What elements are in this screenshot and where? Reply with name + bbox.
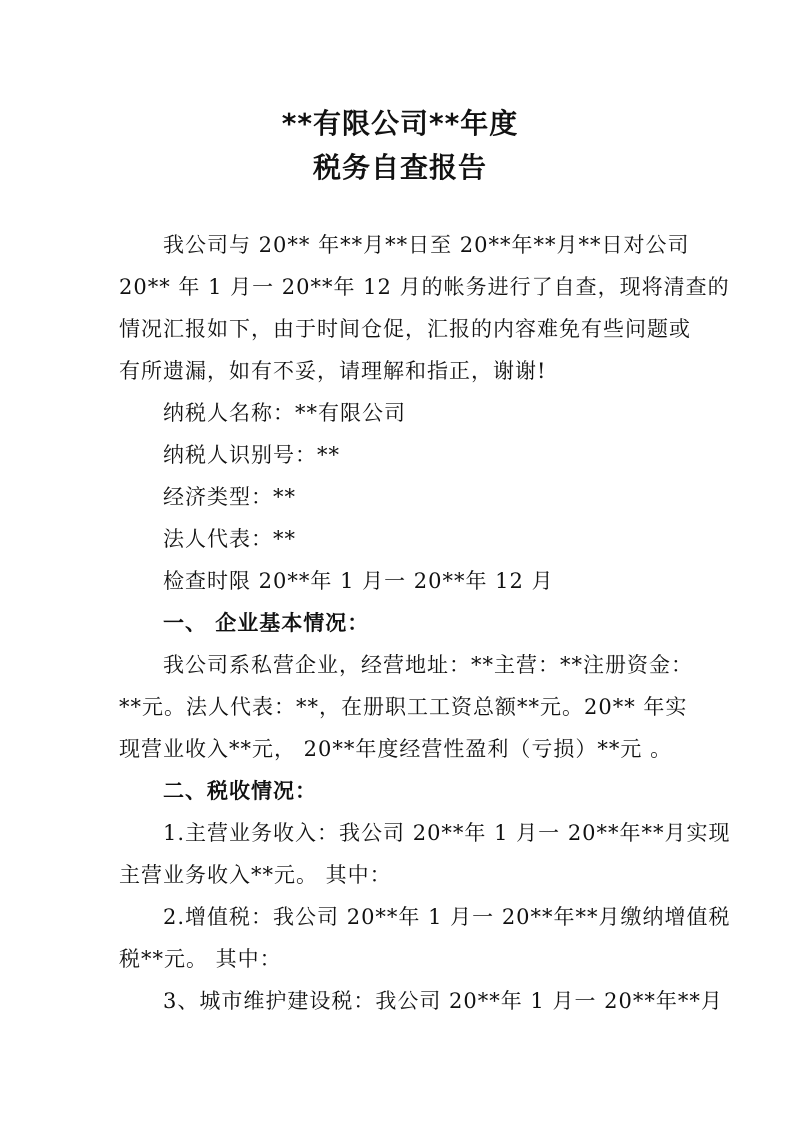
intro-line-1: 我公司与 20** 年**月**日至 20**年**月**日对公司 [163, 233, 690, 257]
legal-representative: 法人代表：** [163, 527, 296, 551]
taxpayer-id: 纳税人识别号：** [163, 443, 340, 467]
section1-line-3: 现营业收入**元， 20**年度经营性盈利（亏损）**元 。 [119, 737, 673, 761]
section1-line-2: **元。法人代表：**，在册职工工资总额**元。20** 年实 [119, 695, 688, 719]
economic-type: 经济类型：** [163, 485, 296, 509]
intro-line-2: 20** 年 1 月一 20**年 12 月的帐务进行了自查，现将清查的 [119, 275, 730, 299]
document-title-line2: 税务自查报告 [312, 151, 487, 184]
intro-line-3: 情况汇报如下，由于时间仓促，汇报的内容难免有些问题或 [119, 317, 691, 341]
document-title-line1: **有限公司**年度 [281, 107, 519, 140]
intro-line-4: 有所遗漏，如有不妥，请理解和指正，谢谢! [119, 359, 547, 383]
taxpayer-name: 纳税人名称：**有限公司 [163, 401, 406, 425]
item1-line-2: 主营业务收入**元。 其中： [119, 863, 392, 887]
item1-line-1: 1.主营业务收入：我公司 20**年 1 月一 20**年**月实现 [163, 821, 731, 845]
item3-line-1: 3、城市维护建设税：我公司 20**年 1 月一 20**年**月 [163, 989, 723, 1013]
section2-heading: 二、税收情况： [163, 779, 317, 803]
section1-heading: 一、 企业基本情况： [163, 611, 370, 635]
item2-line-1: 2.增值税：我公司 20**年 1 月一 20**年**月缴纳增值税 [163, 905, 731, 929]
check-period: 检查时限 20**年 1 月一 20**年 12 月 [163, 569, 554, 593]
section1-line-1: 我公司系私营企业，经营地址：**主营：**注册资金： [163, 653, 693, 677]
item2-line-2: 税**元。 其中： [119, 947, 282, 971]
